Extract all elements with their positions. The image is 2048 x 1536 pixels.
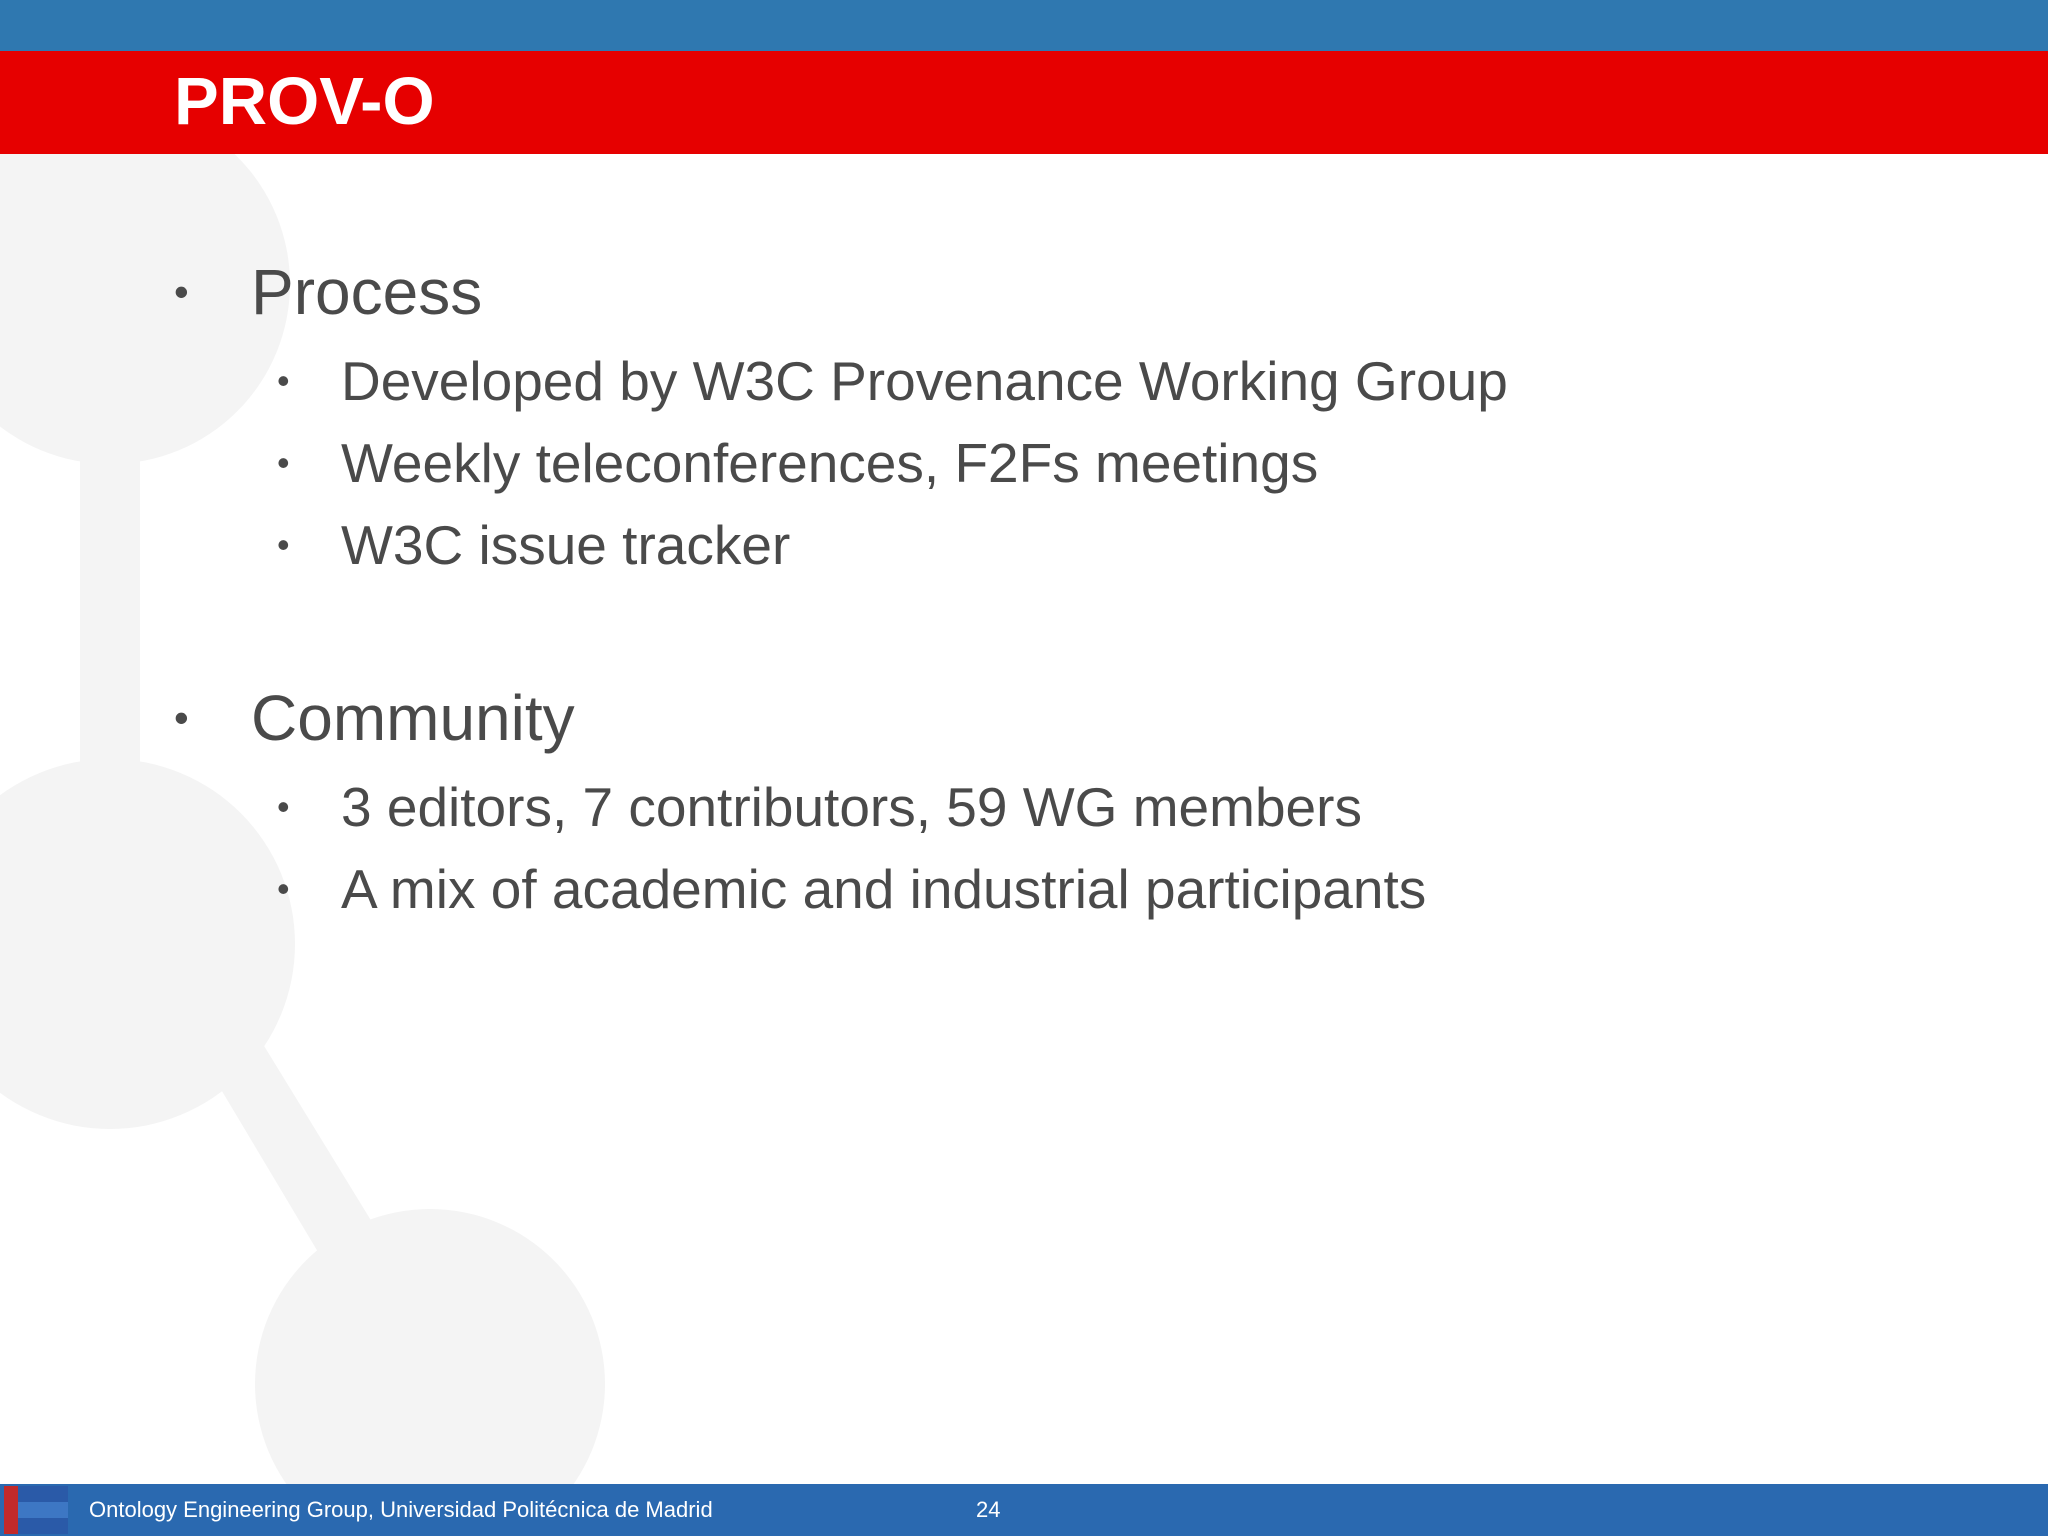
bullet-dot: • (277, 360, 290, 401)
section-heading-text: Process (251, 256, 483, 328)
bullet-dot: • (277, 442, 290, 483)
bullet-dot: • (277, 868, 290, 909)
bullet-dot: • (277, 524, 290, 565)
bullet-dot: • (277, 786, 290, 827)
list-item-text: Weekly teleconferences, F2Fs meetings (341, 432, 1319, 494)
list-item-text: W3C issue tracker (341, 514, 791, 576)
logo-stripe (18, 1518, 68, 1534)
list-item-text: Developed by W3C Provenance Working Group (341, 350, 1508, 412)
slide-title: PROV-O (174, 64, 435, 139)
bullet-dot: • (174, 268, 189, 315)
footer-organization: Ontology Engineering Group, Universidad Politécnica de Madrid (89, 1497, 713, 1522)
oeg-logo-icon (4, 1486, 68, 1534)
list-item-text: A mix of academic and industrial participants (341, 858, 1427, 920)
top-accent-band (0, 0, 2048, 51)
bullet-dot: • (174, 694, 189, 741)
list-item-text: 3 editors, 7 contributors, 59 WG members (341, 776, 1362, 838)
section-heading-text: Community (251, 682, 575, 754)
logo-stripe (4, 1486, 18, 1534)
logo-stripe (18, 1502, 68, 1518)
page-number: 24 (976, 1497, 1001, 1522)
logo-stripe (18, 1486, 68, 1502)
